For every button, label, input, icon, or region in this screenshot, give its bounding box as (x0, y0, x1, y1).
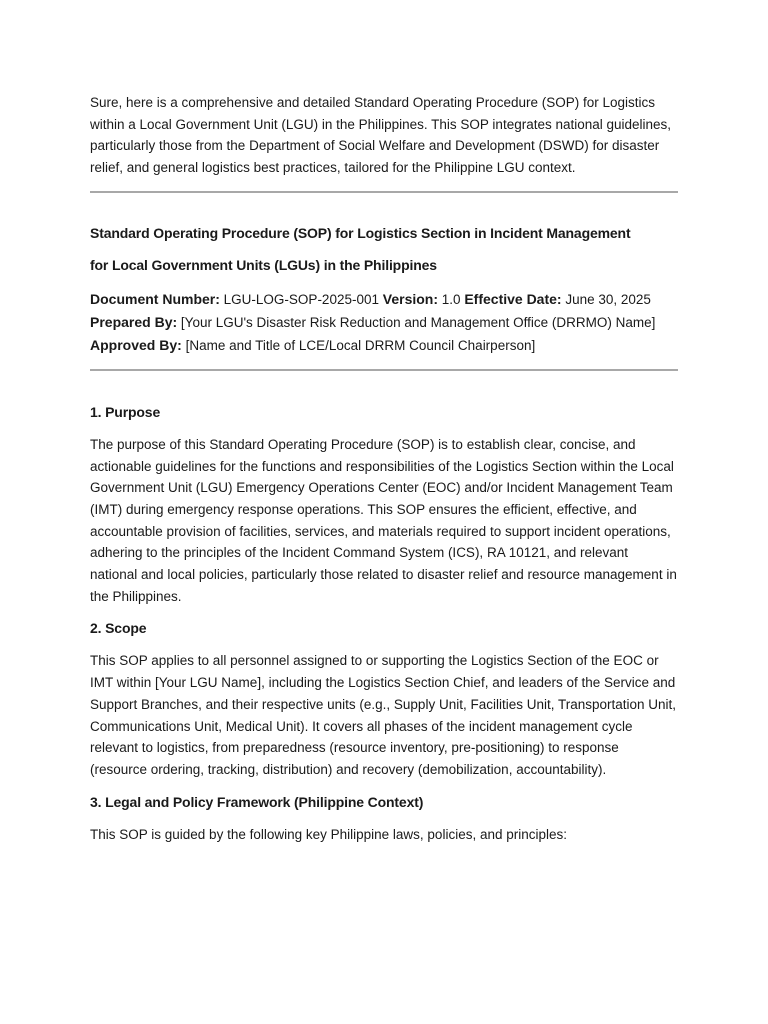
version-value: 1.0 (441, 291, 461, 307)
document-title-line-1: Standard Operating Procedure (SOP) for Logistics Section in Incident Management (90, 224, 631, 241)
document-title-line-2: for Local Government Units (LGUs) in the Philippines (90, 256, 437, 273)
intro-paragraph: Sure, here is a comprehensive and detailed Standard Operating Procedure (SOP) for Logistics within a Local Government Unit (LGU) in the Philippines. This SOP integrates national guidelines, particularly those from the Department of Social Welfare and Development (DSWD) for disaster relief, and general logistics best practices, tailored for the Philippine LGU context. (90, 95, 672, 176)
section-heading-legal-framework: 3. Legal and Policy Framework (Philippine Context) (90, 793, 424, 810)
section-body-legal-framework: This SOP is guided by the following key Philippine laws, policies, and principles: (90, 826, 568, 842)
document-page (90, 92, 678, 845)
approved-by-label: Approved By: (90, 336, 182, 353)
meta-line-prepared-by (90, 311, 678, 334)
meta-line-approved-by (90, 334, 678, 357)
section-heading-purpose: 1. Purpose (90, 403, 161, 420)
meta-line-document-number (90, 288, 678, 311)
version-label: Version: (382, 290, 439, 307)
prepared-by-label: Prepared By: (90, 313, 178, 330)
document-number-value: LGU-LOG-SOP-2025-001 (223, 291, 379, 307)
approved-by-value: [Name and Title of LCE/Local DRRM Council Chairperson] (185, 337, 536, 353)
prepared-by-value: [Your LGU's Disaster Risk Reduction and Management Office (DRRMO) Name] (180, 314, 656, 330)
divider-bottom (90, 369, 678, 371)
divider-top (90, 191, 678, 193)
document-number-label: Document Number: (90, 290, 220, 307)
section-heading-scope: 2. Scope (90, 620, 147, 637)
section-body-purpose: The purpose of this Standard Operating Procedure (SOP) is to establish clear, concise, and actionable guidelines for the functions and responsibilities of the Logistics Section within the Local Government Unit (LGU) Emergency Operations Center (EOC) and/or Incident Management Team (IMT) during emergency response operations. This SOP ensures the efficient, effective, and accountable provision of facilities, services, and materials required to support incident operations, adhering to the principles of the Incident Command System (ICS), RA 10121, and relevant national and local policies, particularly those related to disaster relief and resource management in the Philippines. (90, 436, 677, 604)
document-metadata (90, 288, 678, 357)
section-body-scope: This SOP applies to all personnel assigned to or supporting the Logistics Section of the EOC or IMT within [Your LGU Name], including the Logistics Section Chief, and leaders of the Service and Support Branches, and their respective units (e.g., Supply Unit, Facilities Unit, Transportation Unit, Communications Unit, Medical Unit). It covers all phases of the incident management cycle relevant to logistics, from preparedness (resource inventory, pre-positioning) to response (resource ordering, tracking, distribution) and recovery (demobilization, accountability). (90, 653, 677, 777)
effective-date-label: Effective Date: (464, 290, 562, 307)
effective-date-value: June 30, 2025 (565, 291, 651, 307)
